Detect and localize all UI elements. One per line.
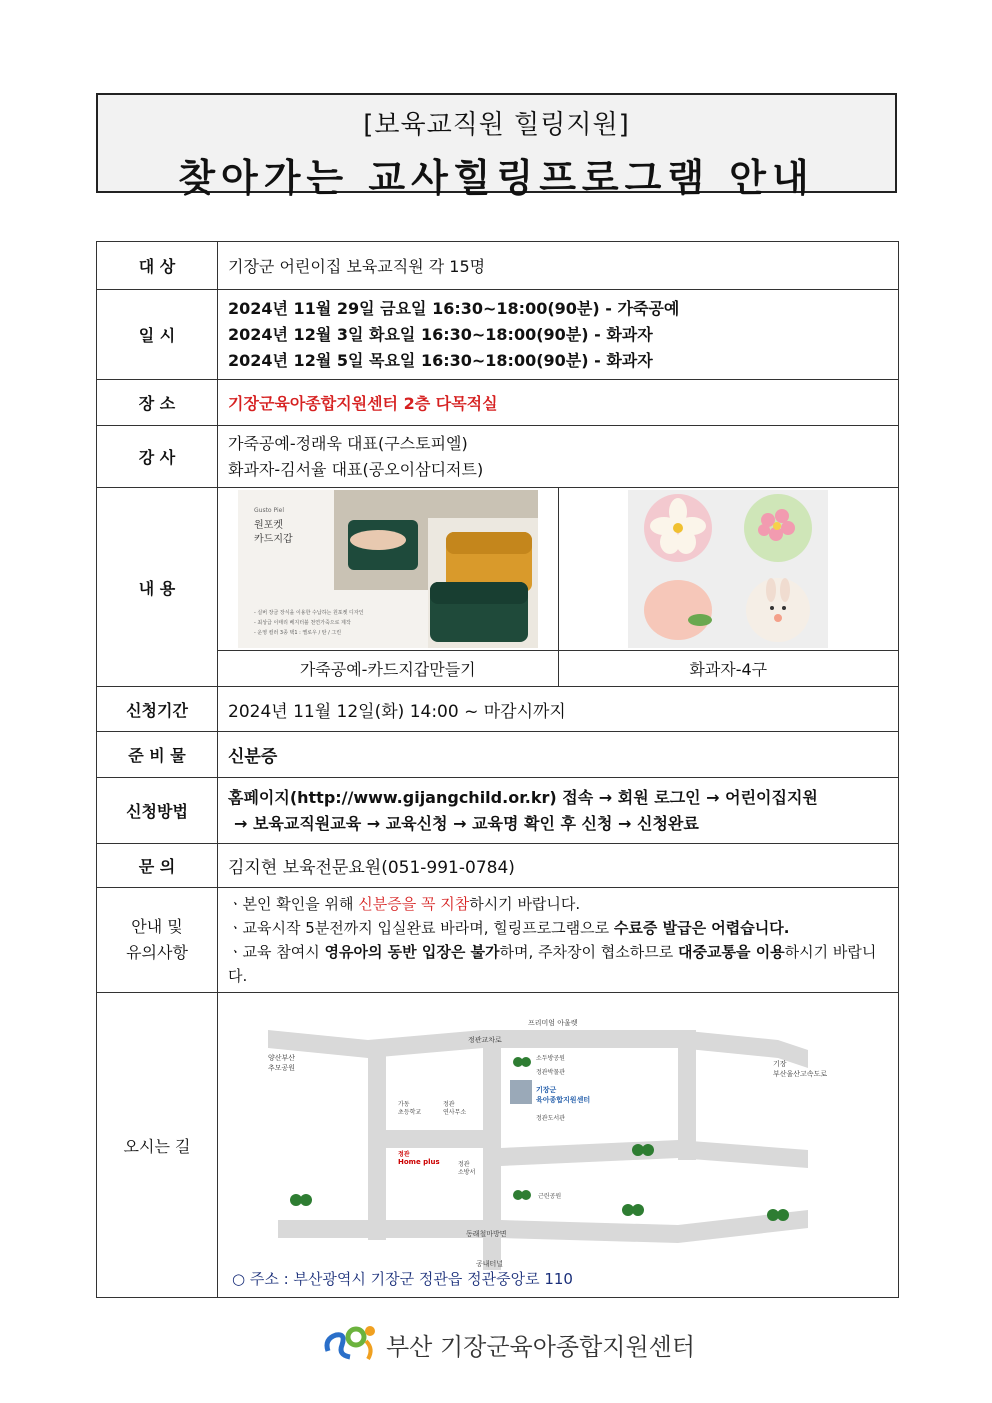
map-label: 정관 xyxy=(458,1161,470,1168)
schedule-line: 2024년 11월 29일 금요일 16:30~18:00(90분) - 가죽공예 xyxy=(228,298,680,318)
notice-text: ㆍ교육시작 5분전까지 입실완료 바라며, 힐링프로그램으로 xyxy=(228,919,614,937)
row-instructor xyxy=(97,426,899,488)
product-note: - 최상급 이태리 베지터블 천연가죽으로 제작 xyxy=(253,620,351,626)
row-schedule xyxy=(97,290,899,380)
value-instructor xyxy=(218,426,899,488)
location-map xyxy=(218,1010,898,1280)
value-target: 기장군 어린이집 보육교직원 각 15명 xyxy=(218,242,899,290)
label-contact: 문 의 xyxy=(97,844,218,888)
page-subtitle: [보육교직원 힐링지원] xyxy=(363,110,630,140)
product-note: - 운영 컬러 3종 택1 : 옐로우 / 탄 / 그린 xyxy=(253,630,341,636)
address-text: ○ 주소 : 부산광역시 기장군 정관읍 정관중앙로 110 xyxy=(232,1270,573,1288)
map-label: 가동 xyxy=(398,1101,410,1108)
map-label-center: 기장군 xyxy=(536,1086,557,1094)
value-notice xyxy=(218,888,899,993)
map-label: Home plus xyxy=(398,1158,440,1166)
notice-highlight: 대중교통을 이용 xyxy=(678,943,785,961)
instructor-line: 가죽공예-정래욱 대표(구스토피엘) xyxy=(228,433,468,453)
label-place: 장 소 xyxy=(97,380,218,426)
label-notice xyxy=(97,888,218,993)
label-schedule: 일 시 xyxy=(97,290,218,380)
page-title: 찾아가는 교사힐링프로그램 안내 xyxy=(178,156,815,200)
map-label: 정관 xyxy=(398,1151,410,1158)
map-label: 공내터널 xyxy=(476,1260,504,1268)
schedule-line: 2024년 12월 5일 목요일 16:30~18:00(90분) - 화과자 xyxy=(228,350,653,370)
value-prepare: 신분증 xyxy=(218,732,899,778)
notice-text: ㆍ본인 확인을 위해 xyxy=(228,895,359,913)
label-content: 내 용 xyxy=(97,488,218,687)
notice-text: 하시기 바랍니다. xyxy=(228,943,877,985)
map-label: 소방서 xyxy=(458,1169,476,1176)
map-label: 소두방공원 xyxy=(536,1055,565,1062)
notice-label-line: 유의사항 xyxy=(126,943,188,962)
notice-text: 하며, 주차장이 협소하므로 xyxy=(499,943,679,961)
center-logo-icon xyxy=(322,1319,382,1365)
map-label: 정관교차로 xyxy=(468,1036,502,1044)
brand-small: Gusto Piel xyxy=(253,507,284,514)
label-prepare: 준 비 물 xyxy=(97,732,218,778)
notice-item xyxy=(228,940,888,988)
info-table xyxy=(96,241,899,1298)
notice-highlight: 영유아의 동반 입장은 불가 xyxy=(324,943,500,961)
leather-wallet-photo xyxy=(238,490,538,648)
label-target: 대 상 xyxy=(97,242,218,290)
notice-highlight: 수료증 발급은 어렵습니다. xyxy=(613,919,790,937)
method-line: 홈페이지(http://www.gijangchild.or.kr) 접속 → 회원 로그인 → 어린이집지원 xyxy=(228,787,818,807)
value-method xyxy=(218,778,899,844)
label-method: 신청방법 xyxy=(97,778,218,844)
product-title: 원포켓 xyxy=(253,520,283,531)
map-label: 추모공원 xyxy=(268,1064,296,1072)
row-target xyxy=(97,242,899,290)
map-label: 기장 xyxy=(773,1060,787,1068)
notice-text: 하시기 바랍니다. xyxy=(469,895,581,913)
notice-highlight: 신분증을 꼭 지참 xyxy=(358,895,470,913)
row-method xyxy=(97,778,899,844)
label-instructor: 강 사 xyxy=(97,426,218,488)
map-label: 초등학교 xyxy=(398,1109,422,1116)
map-label: 연사무소 xyxy=(443,1109,467,1116)
value-place: 기장군육아종합지원센터 2층 다목적실 xyxy=(218,380,899,426)
notice-item xyxy=(228,892,888,916)
map-label: 정관 xyxy=(443,1101,455,1108)
notice-item xyxy=(228,916,888,940)
map-label: 정관박물관 xyxy=(536,1069,565,1076)
notice-label-line: 안내 및 xyxy=(131,917,183,936)
photo1-cell xyxy=(218,488,558,651)
row-content xyxy=(97,488,899,687)
value-contact: 김지현 보육전문요원(051-991-0784) xyxy=(218,844,899,888)
row-contact xyxy=(97,844,899,888)
map-label: 프리미엄 아울렛 xyxy=(528,1019,578,1027)
row-period xyxy=(97,687,899,732)
row-notice xyxy=(97,888,899,993)
map-label: 동래철마방면 xyxy=(466,1230,507,1238)
row-place xyxy=(97,380,899,426)
method-line: → 보육교직원교육 → 교육신청 → 교육명 확인 후 신청 → 신청완료 xyxy=(234,813,699,833)
photo2-cell xyxy=(558,488,898,651)
photo2-caption: 화과자-4구 xyxy=(689,660,768,679)
content-cell xyxy=(218,488,899,687)
notice-text: ㆍ교육 참여시 xyxy=(228,943,325,961)
value-period: 2024년 11월 12일(화) 14:00 ~ 마감시까지 xyxy=(218,687,899,732)
footer-logo xyxy=(322,1319,696,1365)
wagashi-photo xyxy=(628,490,828,648)
row-prepare xyxy=(97,732,899,778)
instructor-line: 화과자-김서율 대표(공오이삼디저트) xyxy=(228,459,484,479)
photo1-caption: 가죽공예-카드지갑만들기 xyxy=(218,651,558,687)
map-label: 정관도서관 xyxy=(536,1115,565,1122)
map-label: 근린공원 xyxy=(538,1193,562,1200)
content-grid xyxy=(218,488,898,686)
map-label-center: 육아종합지원센터 xyxy=(536,1096,591,1104)
schedule-line: 2024년 12월 3일 화요일 16:30~18:00(90분) - 화과자 xyxy=(228,324,653,344)
title-box xyxy=(96,93,897,200)
row-directions xyxy=(97,993,899,1298)
map-cell xyxy=(218,993,899,1298)
label-directions: 오시는 길 xyxy=(97,993,218,1298)
label-period: 신청기간 xyxy=(97,687,218,732)
value-schedule xyxy=(218,290,899,380)
product-note: - 실버 장금 장식을 이용한 수납하는 원포켓 디자인 xyxy=(253,610,364,616)
map-label: 양산부산 xyxy=(268,1054,296,1062)
product-subtitle: 카드지갑 xyxy=(253,534,293,545)
map-label: 부산울산고속도로 xyxy=(773,1070,828,1078)
footer-org-name: 부산 기장군육아종합지원센터 xyxy=(386,1333,696,1361)
